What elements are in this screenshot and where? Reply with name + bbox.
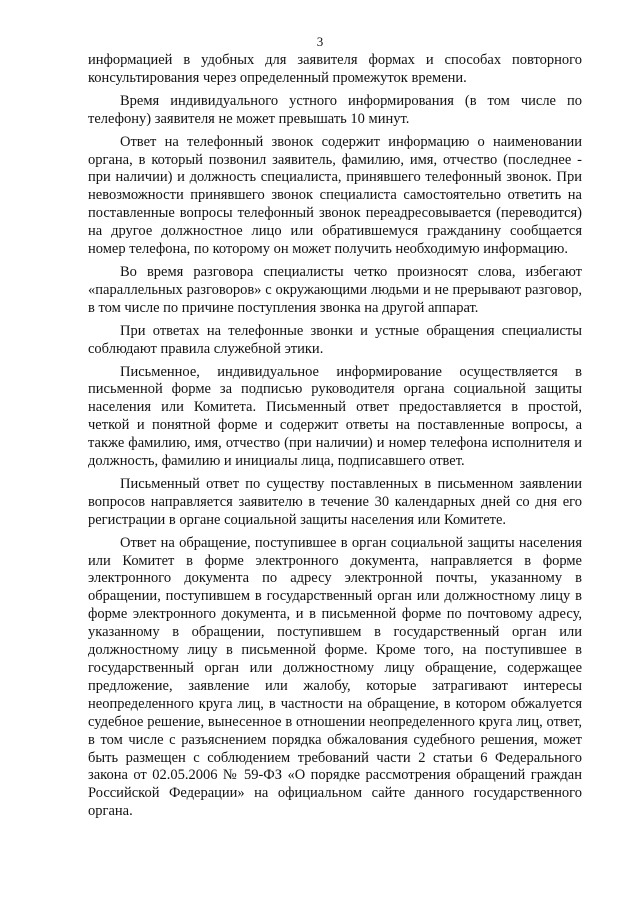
paragraph-continuation: информацией в удобных для заявителя формах и способах повторного консультирования через определенный промежуток времени. bbox=[88, 52, 582, 86]
paragraph-conversation-rules: Во время разговора специалисты четко произносят слова, избегают «параллельных разговоров» с окружающими людьми и не прерывают разговор, в том числе по причине поступления звонка на другой аппарат. bbox=[88, 263, 582, 316]
paragraph-service-ethics: При ответах на телефонные звонки и устные обращения специалисты соблюдают правила служебной этики. bbox=[88, 322, 582, 357]
paragraph-electronic-appeal-answer: Ответ на обращение, поступившее в орган социальной защиты населения или Комитет в форме электронного документа, направляется в форме электронного документа по адресу электронной почты, указанному в обращении, поступившем в государственный орган или должностному лицу в форме электронного документа, и в письменной форме по почтовому адресу, указанному в обращении, поступившем в государственный орган или должностному лицу в письменной форме. Кроме того, на поступившее в государственный орган или должностному лицу обращение, содержащее предложение, заявление или жалобу, которые затрагивают интересы неопределенного круга лиц, в частности на обращение, в котором обжалуется судебное решение, вынесенное в отношении неопределенного круга лиц, ответ, в том числе с разъяснением порядка обжалования судебного решения, может быть размещен с соблюдением требований части 2 статьи 6 Федерального закона от 02.05.2006 № 59-ФЗ «О порядке рассмотрения обращений граждан Российской Федерации» на официальном сайте данного государственного органа. bbox=[88, 534, 582, 820]
paragraph-written-informing: Письменное, индивидуальное информирование осуществляется в письменной форме за подписью руководителя органа социальной защиты населения или Комитета. Письменный ответ предоставляется в простой, четкой и понятной форме и содержит ответы на поставленные вопросы, а также фамилию, имя, отчество (при наличии) и номер телефона исполнителя и должность, фамилию и инициалы лица, подписавшего ответ. bbox=[88, 363, 582, 470]
paragraph-oral-informing-time: Время индивидуального устного информирования (в том числе по телефону) заявителя не может превышать 10 минут. bbox=[88, 92, 582, 127]
paragraph-phone-call-answer: Ответ на телефонный звонок содержит информацию о наименовании органа, в который позвонил заявитель, фамилию, имя, отчество (последнее - при наличии) и должность специалиста, принявшего телефонный звонок. При невозможности принявшего звонок специалиста самостоятельно ответить на поставленные вопросы телефонный звонок переадресовывается (переводится) на другое должностное лицо или обратившемуся гражданину сообщается номер телефона, по которому он может получить необходимую информацию. bbox=[88, 133, 582, 258]
page-number: 3 bbox=[316, 34, 324, 49]
paragraph-written-answer-deadline: Письменный ответ по существу поставленных в письменном заявлении вопросов направляется заявителю в течение 30 календарных дней со дня его регистрации в органе социальной защиты населения или Комитете. bbox=[88, 475, 582, 528]
document-body bbox=[88, 52, 582, 826]
